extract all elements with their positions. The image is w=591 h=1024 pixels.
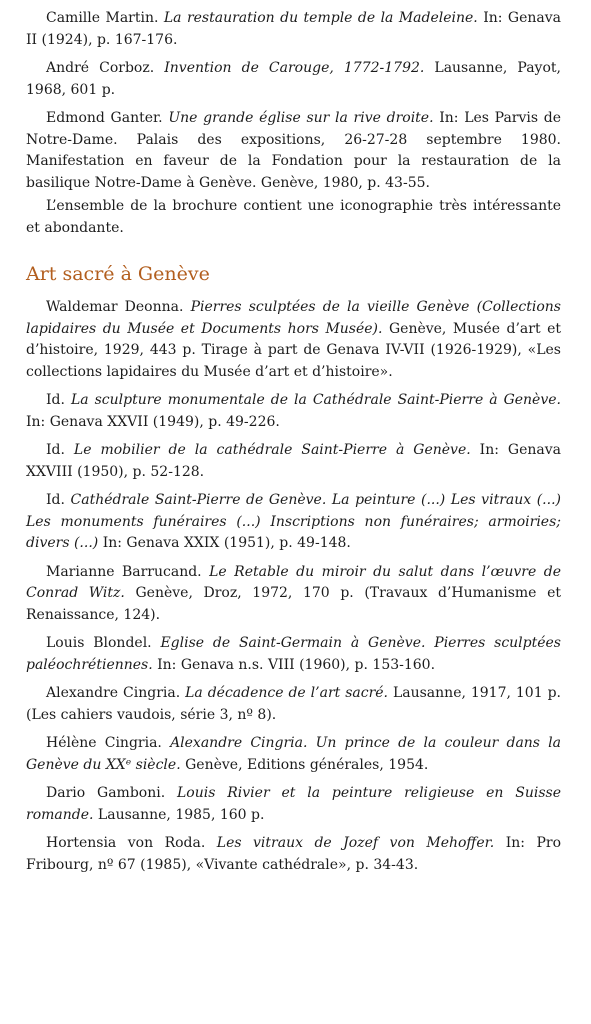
entry-details: In: Genava XXVIII (1950), p. 52-128. <box>26 442 561 480</box>
brochure-note: L’ensemble de la brochure contient une iconographie très intéressante et abondante. <box>26 198 561 236</box>
entry-author: Id. <box>46 492 71 508</box>
entry-author: Hélène Cingria. <box>46 735 171 751</box>
entry-title: Pierres sculptées de la vieille Genève (Collections lapidaires du Musée et Documents hors Musée). <box>26 299 561 337</box>
entry-details: Genève, Droz, 1972, 170 p. (Travaux d’Humanisme et Renaissance, 124). <box>26 585 561 623</box>
entry-author: Waldemar Deonna. <box>46 299 191 315</box>
bib-entry <box>26 633 561 676</box>
entry-details: Lausanne, 1985, 160 p. <box>93 806 265 823</box>
entry-author: Edmond Ganter. <box>46 110 169 126</box>
entry-author: Camille Martin. <box>46 10 164 26</box>
entry-title: La restauration du temple de la Madeleine. <box>163 10 478 26</box>
entry-details: In: Genava XXVII (1949), p. 49-226. <box>26 413 280 430</box>
entry-author: Alexandre Cingria. <box>46 685 186 701</box>
bib-entry <box>26 440 561 483</box>
bib-entry <box>26 8 561 51</box>
entry-details: Lausanne, 1917, 101 p. (Les cahiers vaudois, série 3, nº 8). <box>26 685 561 723</box>
bib-entry <box>26 108 561 194</box>
entry-details: In: Genava II (1924), p. 167-176. <box>26 10 561 48</box>
entry-title: Alexandre Cingria. Un prince de la couleur dans la Genève du XXᵉ siècle. <box>26 735 561 773</box>
section-heading: Art sacré à Genève <box>26 263 210 285</box>
entry-title: Une grande église sur la rive droite. <box>168 110 434 126</box>
bib-entry <box>26 490 561 555</box>
entry-title: Les vitraux de Jozef von Mehoffer. <box>216 835 495 851</box>
entry-title: Invention de Carouge, 1772-1792. <box>164 60 425 76</box>
entry-author: Id. <box>46 442 74 458</box>
entry-details: In: Genava XXIX (1951), p. 49-148. <box>98 535 351 551</box>
bib-entry <box>26 562 561 627</box>
entry-author: Dario Gamboni. <box>46 785 177 801</box>
entry-title: Eglise de Saint-Germain à Genève. Pierres sculptées paléochrétiennes. <box>26 635 561 673</box>
entry-details: In: Pro Fribourg, nº 67 (1985), «Vivante cathédrale», p. 34-43. <box>26 835 562 873</box>
entry-details: Lausanne, Payot, 1968, 601 p. <box>26 60 561 98</box>
bib-entry <box>26 833 561 876</box>
bib-entry <box>26 390 561 433</box>
entry-author: Marianne Barrucand. <box>46 563 210 580</box>
bib-entry <box>26 297 561 383</box>
entry-author: André Corboz. <box>46 60 165 76</box>
bib-entry <box>26 683 561 726</box>
entry-details: Genève, Musée d’art et d’histoire, 1929, 443 p. Tirage à part de Genava IV-VII (1926-1929), «Les collections lapidaires du Musée d’art et d’histoire». <box>26 320 561 380</box>
entry-details: In: Genava n.s. VIII (1960), p. 153-160. <box>152 656 436 673</box>
entry-title: Le Retable du miroir du salut dans l’œuvre de Conrad Witz. <box>26 563 561 601</box>
entry-details: Genève, Editions générales, 1954. <box>180 756 429 773</box>
bib-entry <box>26 733 561 776</box>
entry-author: Hortensia von Roda. <box>46 835 217 851</box>
entry-details: In: Les Parvis de Notre-Dame. Palais des expositions, 26-27-28 septembre 1980. Manifestation en faveur de la Fondation pour la restauration de la basilique Notre-Dame à Genève. Genève, 1980, p. 43-55. <box>26 110 562 191</box>
entry-title: Le mobilier de la cathédrale Saint-Pierre à Genève. <box>73 442 471 458</box>
entry-title: La sculpture monumentale de la Cathédrale Saint-Pierre à Genève. <box>70 392 561 408</box>
bib-entry <box>26 58 561 101</box>
entry-author: Louis Blondel. <box>46 635 161 651</box>
entry-title: Cathédrale Saint-Pierre de Genève. La peinture (...) Les vitraux (...) Les monuments funéraires (...) Inscriptions non funéraires; armoiries; divers (...) <box>26 492 561 551</box>
bib-entry <box>26 783 561 826</box>
entry-title: Louis Rivier et la peinture religieuse en Suisse romande. <box>26 785 561 823</box>
entry-title: La décadence de l’art sacré. <box>185 685 389 701</box>
entry-author: Id. <box>46 392 71 408</box>
